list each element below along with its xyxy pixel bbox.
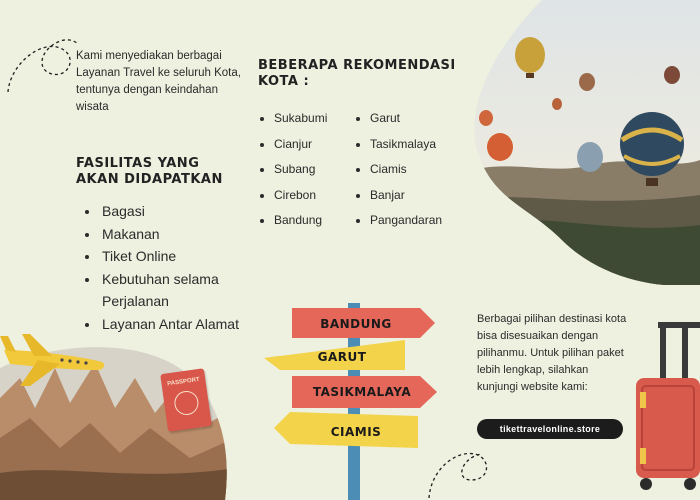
airplane-icon <box>0 330 110 390</box>
facility-item: • Makanan <box>100 223 275 246</box>
city-item: • Pangandaran <box>370 208 442 234</box>
city-item: • Cirebon <box>274 183 327 209</box>
sign-text-garut: GARUT <box>317 350 367 364</box>
city-item: • Bandung <box>274 208 327 234</box>
sign-text-tasikmalaya: TASIKMALAYA <box>312 385 412 399</box>
city-item: • Garut <box>370 106 442 132</box>
destination-description: Berbagai pilihan destinasi kota bisa disesuaikan dengan pilihanmu. Untuk pilihan paket lebih lengkap, silahkan kunjungi website kami: <box>477 313 627 393</box>
facilities-list <box>80 200 275 335</box>
passport-label: PASSPORT <box>166 376 201 388</box>
dashed-loop-decoration <box>0 30 80 100</box>
city-item: • Ciamis <box>370 157 442 183</box>
city-list-right <box>354 106 442 234</box>
signpost <box>260 298 450 500</box>
suitcase-icon <box>630 322 700 492</box>
city-item: • Banjar <box>370 183 442 209</box>
facility-item: • Tiket Online <box>100 245 275 268</box>
facility-item: • Bagasi <box>100 200 275 223</box>
website-link[interactable]: tikettravelonline.store <box>477 419 623 439</box>
sign-text-bandung: BANDUNG <box>320 317 392 331</box>
dashed-loop-decoration <box>425 440 495 500</box>
passport-icon <box>160 368 212 432</box>
city-item: • Tasikmalaya <box>370 132 442 158</box>
facilities-title: FASILITAS YANG AKAN DIDAPATKAN <box>76 156 223 187</box>
recommendations-title: BEBERAPA REKOMENDASI KOTA : <box>258 58 456 89</box>
intro-text: Kami menyediakan berbagai Layanan Travel ke seluruh Kota, tentunya dengan keindahan wisata <box>76 50 241 113</box>
facility-item: • Kebutuhan selama Perjalanan <box>100 268 275 313</box>
city-list-left <box>258 106 327 234</box>
city-item: • Sukabumi <box>274 106 327 132</box>
balloon-photo <box>472 0 700 285</box>
sign-text-ciamis: CIAMIS <box>330 425 382 439</box>
city-item: • Subang <box>274 157 327 183</box>
red-yellow-balloon-icon <box>478 217 542 285</box>
facility-item: • Layanan Antar Alamat <box>100 313 275 336</box>
city-item: • Cianjur <box>274 132 327 158</box>
